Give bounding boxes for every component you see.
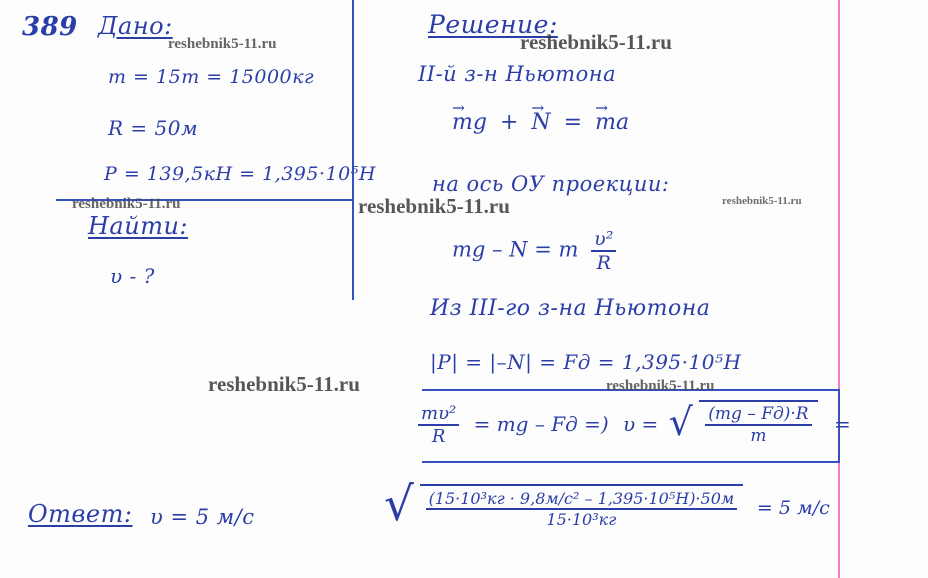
derivation-frac-numerator: mυ²: [421, 403, 457, 424]
derivation-frac-denominator: R: [418, 424, 459, 447]
watermark-5: reshebnik5-11.ru: [358, 194, 510, 218]
projection-frac-denominator: R: [591, 250, 616, 274]
second-law-label: II-й з-н Ньютона: [418, 62, 617, 86]
derivation-root-numerator: (mg – Fд)·R: [708, 404, 809, 424]
watermark-4: reshebnik5-11.ru: [72, 196, 181, 212]
find-line: υ - ?: [110, 264, 155, 288]
vector-equals: =: [563, 110, 583, 135]
derivation-tail: =: [833, 411, 851, 436]
projection-equation: [452, 228, 616, 274]
projection-label: на ось ОУ проекции:: [432, 172, 670, 196]
derivation-middle: = mg – Fд =): [473, 411, 609, 436]
vector-plus: +: [499, 110, 519, 135]
watermark-6: reshebnik5-11.ru: [208, 372, 360, 396]
vector-ma: ma →: [595, 110, 629, 135]
final-radicand: [420, 484, 744, 529]
given-line-radius: R = 50м: [108, 116, 199, 140]
vector-mg: mg →: [452, 110, 487, 135]
derivation-line: [418, 400, 851, 447]
margin-rule-right: [838, 0, 840, 578]
problem-number: 389: [22, 12, 78, 42]
watermark-2: reshebnik5-11.ru: [520, 30, 672, 54]
projection-left: mg – N = m: [452, 237, 579, 262]
answer-value: υ = 5 м/с: [150, 505, 255, 529]
watermark-7: reshebnik5-11.ru: [606, 378, 715, 394]
find-heading: Найти:: [88, 212, 188, 240]
final-root-line: [384, 478, 830, 532]
third-law-equation: |P| = |–N| = Fд = 1,395·10⁵Н: [430, 350, 742, 374]
rule-final-answer: [422, 461, 840, 463]
final-root-denominator: 15·10³кг: [426, 508, 738, 529]
answer-label: Ответ:: [28, 500, 133, 528]
given-line-mass: m = 15т = 15000кг: [108, 66, 315, 88]
given-line-force: P = 139,5кН = 1,395·10⁵Н: [104, 163, 376, 185]
final-root-result: = 5 м/с: [756, 497, 830, 520]
final-root-numerator: (15·10³кг · 9,8м/с² – 1,395·10⁵Н)·50м: [428, 489, 735, 509]
derivation-root-denominator: m: [705, 424, 811, 446]
solution-heading: Решение:: [428, 10, 558, 39]
vertical-divider-line: [352, 0, 354, 300]
watermark-3: reshebnik5-11.ru: [722, 195, 802, 207]
derivation-fraction: [418, 403, 459, 447]
sqrt-symbol-final: √: [384, 478, 414, 532]
projection-frac-numerator: υ²: [594, 228, 614, 250]
vector-equation: [452, 110, 629, 135]
derivation-radicand: [699, 400, 817, 446]
derivation-v-symbol: υ =: [623, 411, 659, 436]
projection-fraction: [591, 228, 616, 274]
vector-n: N →: [531, 110, 550, 135]
sqrt-symbol-derivation: √: [668, 400, 693, 445]
given-heading: Дано:: [98, 12, 173, 40]
watermark-1: reshebnik5-11.ru: [168, 36, 277, 52]
third-law-label: Из III-го з-на Ньютона: [430, 296, 711, 321]
